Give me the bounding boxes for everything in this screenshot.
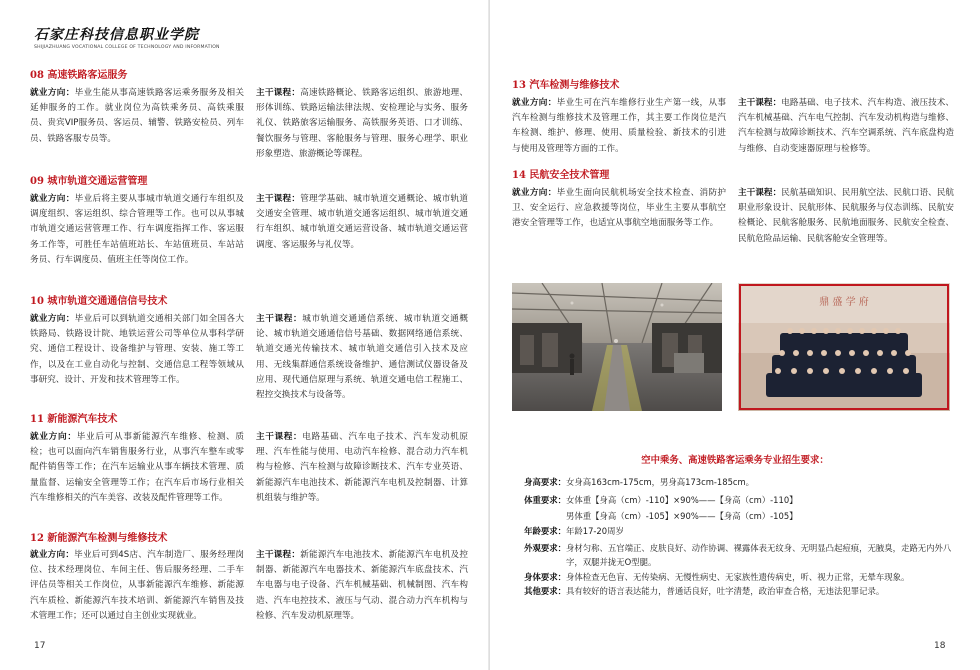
school-name-cn: 石家庄科技信息职业学院 <box>34 27 199 43</box>
job-text: 毕业后将主要从事城市轨道交通行车组织及调度组织、客运组织、综合管理等工作。也可以从事城市轨道交通运营管理工作、行车调度指挥工作、客运服务工作等，可胜任车站值班站长、车站值班员、车站站务员、行车调度员、值班主任等岗位工作。 <box>30 194 244 265</box>
section-10-job <box>30 312 244 388</box>
req-body-value: 身体检查无色盲、无传染病、无慢性病史、无家族性遗传病史，听、视力正常，无晕车现象。 <box>566 572 910 582</box>
job-text: 毕业生能从事高速铁路客运乘务服务及相关延伸服务的工作。就业岗位为高铁乘务员、高铁乘服员、贵宾VIP服务员、客运员、辅警、铁路安检员、列车员、铁路客服专员等。 <box>30 88 244 144</box>
course-label: 主干课程： <box>256 194 301 204</box>
course-label: 主干课程： <box>256 314 303 324</box>
section-title-12: 12 新能源汽车检测与维修技术 <box>30 533 168 544</box>
section-08-course <box>256 86 468 162</box>
course-label: 主干课程： <box>738 98 782 108</box>
req-weight-female <box>514 493 964 507</box>
course-text: 电路基础、汽车电子技术、汽车发动机原理、汽车性能与使用、电动汽车检修、混合动力汽车机构与检修、汽车检测与故障诊断技术、汽车专业英语、新能源汽车电池技术、新能源汽车电机及控制器、计算机组装与维护等。 <box>256 432 468 503</box>
req-appearance-value: 身材匀称、五官端正、皮肤良好、动作协调、裸露体表无纹身、无明显凸起痘痕，无腋臭，走路无内外八字，双腿并拢无O型腿。 <box>566 543 952 567</box>
section-title-13: 13 汽车检测与维修技术 <box>512 80 620 91</box>
group-photo-sign: 鼎 盛 学 府 <box>819 297 869 308</box>
section-14-job <box>512 186 726 232</box>
req-age <box>514 524 964 538</box>
right-page <box>490 0 980 670</box>
job-text: 毕业后可以到轨道交通相关部门如全国各大铁路局、铁路设计院、地铁运营公司等单位从事科学研究、通信工程设计、设备维护与管理、安装、施工等工作，以及在工业自动化与控制、交通信息工程等领域从事研究、设计、开发和技术管理等工作。 <box>30 314 244 385</box>
job-label: 就业方向： <box>512 188 557 198</box>
req-weight-female-value: 女体重【身高（cm）-110】×90%——【身高（cm）-110】 <box>566 495 798 505</box>
course-label: 主干课程： <box>256 432 303 442</box>
job-text: 毕业后可从事新能源汽车维修、检测、质检；也可以面向汽车销售服务行业，从事汽车整车或零配件销售等工作；在汽车运输业从事车辆技术管理、质量监督、运输安全管理等工作；在汽车后市场行业相关汽车维修相关的汽车美容、改装及配件管理等工作。 <box>30 432 244 503</box>
group-photo <box>738 283 950 411</box>
section-08-job <box>30 86 244 147</box>
section-title-10: 10 城市轨道交通通信信号技术 <box>30 296 168 307</box>
course-label: 主干课程： <box>738 188 782 198</box>
req-other-value: 具有较好的语言表达能力，普通话良好，吐字清楚，政治审查合格，无违法犯罪记录。 <box>566 586 885 596</box>
job-label: 就业方向： <box>30 550 75 560</box>
section-14-course <box>738 186 954 247</box>
req-body <box>514 570 964 584</box>
section-12-job <box>30 548 244 624</box>
req-height-label: 身高要求： <box>524 477 566 487</box>
section-13-course <box>738 96 954 157</box>
req-other-label: 其他要求： <box>524 586 566 596</box>
page-number-left: 17 <box>34 641 46 651</box>
course-text: 高速铁路概论、铁路客运组织、旅游地理、形体训练、铁路运输法律法规、安检理论与实务、服务礼仪、铁路旅客运输服务、高铁服务英语、口才训练、餐饮服务与管理、客舱服务与管理、服务心理学、职业形象塑造、旅游概论等课程。 <box>256 88 468 159</box>
page-number-right: 18 <box>934 641 946 651</box>
req-appearance <box>514 541 964 569</box>
course-text: 电路基础、电子技术、汽车构造、液压技术、汽车机械基础、汽车电气控制、汽车发动机构造与维修、汽车检测与故障诊断技术、汽车空调系统、汽车底盘构造与维修、自动变速器原理与检修等。 <box>738 98 954 154</box>
req-appearance-label: 外观要求： <box>524 543 566 553</box>
section-title-14: 14 民航安全技术管理 <box>512 170 610 181</box>
requirements-title: 空中乘务、高速铁路客运乘务专业招生要求： <box>641 455 829 466</box>
req-body-label: 身体要求： <box>524 572 566 582</box>
req-weight-label: 体重要求： <box>524 495 566 505</box>
school-logo <box>34 24 234 54</box>
req-other <box>514 584 964 598</box>
req-height-value: 女身高163cm-175cm，男身高173cm-185cm。 <box>566 477 755 487</box>
job-label: 就业方向： <box>30 314 75 324</box>
section-10-course <box>256 312 468 403</box>
req-weight-male-value: 男体重【身高（cm）-105】×90%——【身高（cm）-105】 <box>566 511 798 521</box>
course-text: 新能源汽车电池技术、新能源汽车电机及控制器、新能源汽车电器技术、新能源汽车底盘技术、汽车电器与电子设备、汽车机械基础、机械制图、汽车构造、汽车电控技术、液压与气动、混合动力汽车机构与检修、汽车发动机原理等。 <box>256 550 468 621</box>
workshop-photo <box>512 283 722 411</box>
job-label: 就业方向： <box>512 98 557 108</box>
req-age-value: 年龄17-20周岁 <box>566 526 624 536</box>
course-label: 主干课程： <box>256 550 301 560</box>
job-label: 就业方向： <box>30 432 77 442</box>
section-title-09: 09 城市轨道交通运营管理 <box>30 176 148 187</box>
section-11-course <box>256 430 468 506</box>
job-label: 就业方向： <box>30 194 75 204</box>
job-text: 毕业生面向民航机场安全技术检查、消防护卫、安全运行、应急救援等岗位，毕业生主要从事航空港安全管理等工作，也适宜从事航空地面服务等工作。 <box>512 188 726 229</box>
job-text: 毕业后可到4S店、汽车制造厂、服务经理岗位、技术经理岗位、车间主任、售后服务经理、二手车评估员等相关工作岗位，从事新能源汽车维修、新能源汽车质检、新能源汽车技术培训、新能源汽车销售及技术管理工作；还可以通过自主创业实现就业。 <box>30 550 244 621</box>
req-age-label: 年龄要求： <box>524 526 566 536</box>
req-height <box>514 475 964 489</box>
section-title-11: 11 新能源汽车技术 <box>30 414 118 425</box>
section-12-course <box>256 548 468 624</box>
section-13-job <box>512 96 726 157</box>
job-label: 就业方向： <box>30 88 75 98</box>
school-name-en: SHIJIAZHUANG VOCATIONAL COLLEGE OF TECHNOLOGY AND INFORMATION <box>34 45 220 50</box>
course-text: 城市轨道交通通信系统、城市轨道交通概论、城市轨道交通通信信号基础、数据网络通信系统、轨道交通光传输技术、城市轨道交通信引入技术及应用、无线集群通信系统设备维护、通信测试仪器设备及应用、现代通信原理与系统、轨道交通电信工程施工、程控交换技术与设备等。 <box>256 314 468 401</box>
group-illustration <box>738 283 950 411</box>
section-09-course <box>256 192 468 253</box>
course-label: 主干课程： <box>256 88 301 98</box>
job-text: 毕业生可在汽车维修行业生产第一线，从事汽车检测与维修技术及管理工作，其主要工作岗位是汽车检测、维护、修理、使用、质量检验、新技术的引进与使用及管理等方面的工作。 <box>512 98 726 154</box>
section-title-08: 08 高速铁路客运服务 <box>30 70 128 81</box>
section-09-job <box>30 192 244 268</box>
course-text: 管理学基础、城市轨道交通概论、城市轨道交通安全管理、城市轨道交通客运组织、城市轨道交通行车组织、城市轨道交通运营设备、城市轨道交通运营调度、客运服务与礼仪等。 <box>256 194 468 250</box>
workshop-illustration <box>512 283 722 411</box>
req-weight-male <box>514 509 964 523</box>
section-11-job <box>30 430 244 506</box>
course-text: 民航基础知识、民用航空法、民航口语、民航职业形象设计、民航形体、民航服务与仪态训练、民航安检概论、民航客舱服务、民航地面服务、民航安全检查、民航危险品运输、民航客舱安全管理等。 <box>738 188 954 244</box>
